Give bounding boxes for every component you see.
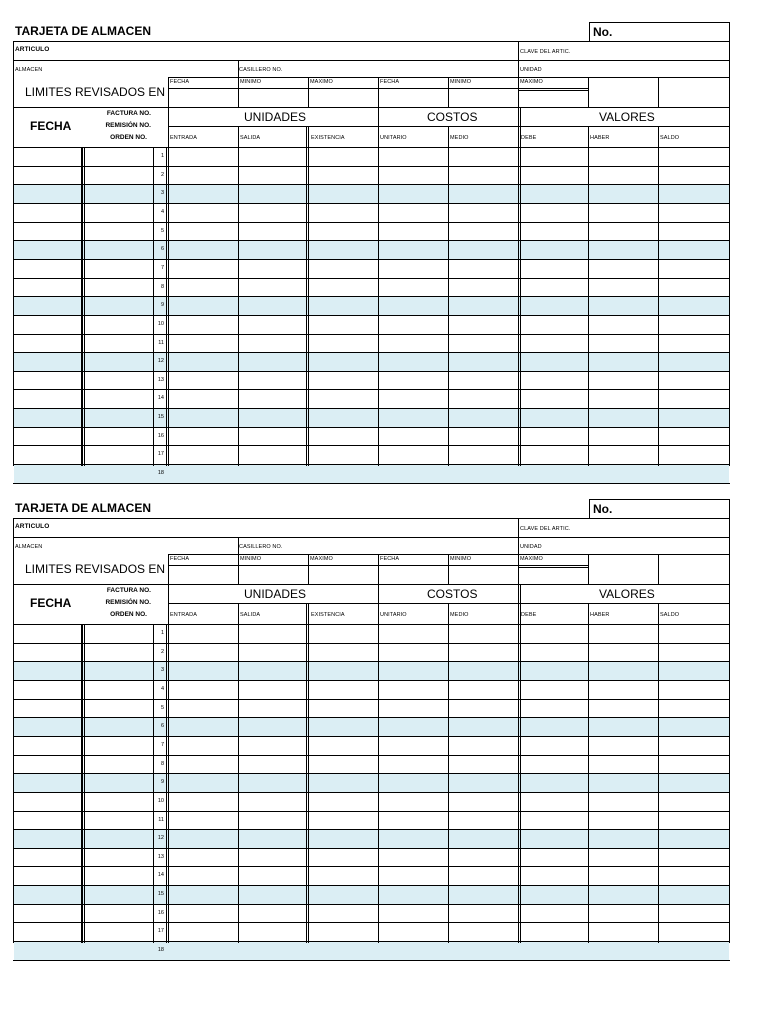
table-row-line xyxy=(13,464,730,465)
limites-col-minimo: MINIMO xyxy=(240,556,262,562)
col-existencia: EXISTENCIA xyxy=(311,135,345,141)
row-highlight xyxy=(14,773,729,792)
row-divider xyxy=(518,554,730,555)
table-row-line xyxy=(13,885,730,886)
col-existencia: EXISTENCIA xyxy=(311,612,345,618)
row-number: 16 xyxy=(157,909,164,916)
articulo-label: ARTICULO xyxy=(15,523,50,530)
limites-col-minimo-2: MINIMO xyxy=(450,79,472,85)
table-row-line xyxy=(13,792,730,793)
costos-header: COSTOS xyxy=(427,587,478,601)
table-row-line xyxy=(13,829,730,830)
casillero-label: CASILLERO NO. xyxy=(239,67,283,73)
col-divider xyxy=(238,77,239,107)
row-number: 12 xyxy=(157,358,164,365)
row-divider xyxy=(518,567,589,568)
col-divider xyxy=(168,554,169,584)
row-highlight xyxy=(14,352,729,371)
factura-header: FACTURA NO. xyxy=(106,110,151,117)
row-number: 5 xyxy=(160,704,164,711)
casillero-label: CASILLERO NO. xyxy=(239,544,283,550)
col-divider xyxy=(378,584,379,943)
table-row-line xyxy=(13,773,730,774)
row-number: 3 xyxy=(160,667,164,674)
col-divider xyxy=(238,126,239,466)
row-divider xyxy=(518,90,589,91)
row-number: 5 xyxy=(160,227,164,234)
table-row-line xyxy=(13,755,730,756)
row-number: 4 xyxy=(160,685,164,692)
row-highlight xyxy=(14,941,729,960)
col-divider xyxy=(588,554,589,584)
table-row-line xyxy=(13,717,730,718)
orden-header: ORDEN NO. xyxy=(110,611,147,618)
col-divider-double xyxy=(166,147,169,466)
col-saldo: SALDO xyxy=(660,135,680,141)
unidad-label: UNIDAD xyxy=(520,67,542,73)
orden-header: ORDEN NO. xyxy=(110,134,147,141)
col-divider-double xyxy=(306,603,309,943)
row-divider xyxy=(13,584,730,585)
row-number: 8 xyxy=(160,760,164,767)
row-number: 6 xyxy=(160,723,164,730)
row-number: 1 xyxy=(160,153,164,159)
col-divider xyxy=(448,554,449,584)
row-number: 17 xyxy=(157,451,164,458)
row-number: 9 xyxy=(160,302,164,309)
col-entrada: ENTRADA xyxy=(170,135,197,141)
row-highlight xyxy=(14,296,729,315)
limites-col-maximo: MAXIMO xyxy=(310,79,333,85)
clave-label: CLAVE DEL ARTIC. xyxy=(520,526,571,532)
table-row-line xyxy=(13,389,730,390)
col-divider xyxy=(238,554,239,584)
col-divider xyxy=(658,77,659,107)
row-highlight xyxy=(14,184,729,203)
table-row-line xyxy=(13,680,730,681)
remision-header: REMISIÓN NO. xyxy=(105,122,151,129)
col-haber: HABER xyxy=(590,612,610,618)
factura-header: FACTURA NO. xyxy=(106,587,151,594)
col-divider xyxy=(588,126,589,466)
table-row-line xyxy=(13,811,730,812)
row-number: 1 xyxy=(160,630,164,636)
col-divider xyxy=(448,77,449,107)
table-row-line xyxy=(13,408,730,409)
row-number: 15 xyxy=(157,891,164,898)
limites-label: LIMITES REVISADOS EN xyxy=(25,562,166,576)
col-divider xyxy=(658,126,659,466)
row-number: 11 xyxy=(158,339,164,346)
col-divider xyxy=(588,603,589,943)
col-divider xyxy=(168,77,169,107)
clave-label: CLAVE DEL ARTIC. xyxy=(520,49,571,55)
row-number: 10 xyxy=(157,320,164,327)
col-divider xyxy=(378,77,379,107)
col-divider-double xyxy=(518,584,521,943)
table-row-line xyxy=(13,166,730,167)
valores-header: VALORES xyxy=(599,587,655,601)
limites-col-maximo-2: MAXIMO xyxy=(520,79,543,85)
table-row-line xyxy=(13,203,730,204)
row-number: 13 xyxy=(157,853,164,860)
limites-col-maximo-2: MAXIMO xyxy=(520,556,543,562)
table-row-line xyxy=(13,371,730,372)
col-divider xyxy=(378,107,379,466)
limites-col-minimo-2: MINIMO xyxy=(450,556,472,562)
row-highlight xyxy=(14,464,729,483)
col-unitario: UNITARIO xyxy=(380,612,407,618)
col-entrada: ENTRADA xyxy=(170,612,197,618)
col-medio: MEDIO xyxy=(450,612,469,618)
col-divider xyxy=(308,554,309,584)
row-divider xyxy=(13,147,730,148)
col-divider xyxy=(238,60,239,77)
row-highlight xyxy=(14,829,729,848)
table-row-line xyxy=(13,699,730,700)
almacen-label: ALMACEN xyxy=(15,67,43,73)
col-haber: HABER xyxy=(590,135,610,141)
col-unitario: UNITARIO xyxy=(380,135,407,141)
fecha-header: FECHA xyxy=(30,119,72,133)
row-number: 4 xyxy=(160,208,164,215)
row-number: 17 xyxy=(157,928,164,935)
limites-col-maximo: MAXIMO xyxy=(310,556,333,562)
card-title: TARJETA DE ALMACEN xyxy=(15,501,151,515)
limites-col-fecha-2: FECHA xyxy=(380,79,400,85)
row-highlight xyxy=(14,717,729,736)
row-number: 2 xyxy=(160,648,164,655)
limites-col-fecha: FECHA xyxy=(170,79,190,85)
col-divider-double xyxy=(166,624,169,943)
row-divider xyxy=(13,107,730,108)
table-row-line xyxy=(13,334,730,335)
costos-header: COSTOS xyxy=(427,110,478,124)
limites-col-fecha: FECHA xyxy=(170,556,190,562)
row-number: 14 xyxy=(157,872,164,879)
row-number: 16 xyxy=(157,432,164,439)
row-number: 12 xyxy=(157,835,164,842)
col-saldo: SALDO xyxy=(660,612,680,618)
table-row-line xyxy=(13,941,730,942)
table-row-line xyxy=(13,922,730,923)
table-row-line xyxy=(13,296,730,297)
col-divider xyxy=(308,77,309,107)
row-number: 14 xyxy=(157,395,164,402)
col-divider xyxy=(378,554,379,584)
row-number: 18 xyxy=(157,470,164,477)
col-divider xyxy=(448,126,449,466)
fecha-header: FECHA xyxy=(30,596,72,610)
col-salida: SALIDA xyxy=(240,135,261,141)
row-divider xyxy=(518,77,730,78)
row-number: 8 xyxy=(160,283,164,290)
table-row-line xyxy=(13,643,730,644)
table-row-line xyxy=(13,184,730,185)
table-row-line xyxy=(13,866,730,867)
card-number-field[interactable]: No. xyxy=(589,499,730,518)
row-number: 3 xyxy=(160,190,164,197)
row-number: 6 xyxy=(160,246,164,253)
card-title: TARJETA DE ALMACEN xyxy=(15,24,151,38)
row-number: 9 xyxy=(160,779,164,786)
row-divider xyxy=(168,126,730,127)
col-divider-double xyxy=(82,147,85,466)
table-row-line xyxy=(13,240,730,241)
row-number: 10 xyxy=(157,797,164,804)
table-row-line xyxy=(13,483,730,484)
col-divider-double xyxy=(82,624,85,943)
table-row-line xyxy=(13,661,730,662)
limites-col-minimo: MINIMO xyxy=(240,79,262,85)
limites-col-fecha-2: FECHA xyxy=(380,556,400,562)
row-divider xyxy=(13,60,730,61)
table-row-line xyxy=(13,445,730,446)
row-highlight xyxy=(14,885,729,904)
row-number: 18 xyxy=(157,947,164,954)
row-number: 15 xyxy=(157,414,164,421)
table-row-line xyxy=(13,259,730,260)
valores-header: VALORES xyxy=(599,110,655,124)
row-number: 2 xyxy=(160,171,164,178)
col-divider xyxy=(518,77,519,107)
col-medio: MEDIO xyxy=(450,135,469,141)
row-divider xyxy=(168,603,730,604)
col-divider-double xyxy=(306,126,309,466)
table-row-line xyxy=(13,315,730,316)
table-row-line xyxy=(13,904,730,905)
unidad-label: UNIDAD xyxy=(520,544,542,550)
table-row-line xyxy=(13,278,730,279)
row-highlight xyxy=(14,408,729,427)
remision-header: REMISIÓN NO. xyxy=(105,599,151,606)
col-divider xyxy=(658,603,659,943)
table-row-line xyxy=(13,352,730,353)
col-divider xyxy=(658,554,659,584)
table-row-line xyxy=(13,222,730,223)
almacen-label: ALMACEN xyxy=(15,544,43,550)
col-divider xyxy=(588,77,589,107)
col-divider xyxy=(238,537,239,554)
row-divider xyxy=(13,537,730,538)
unidades-header: UNIDADES xyxy=(244,110,307,124)
table-row-line xyxy=(13,960,730,961)
unidades-header: UNIDADES xyxy=(244,587,307,601)
articulo-label: ARTICULO xyxy=(15,46,50,53)
row-number: 7 xyxy=(160,264,164,271)
row-number: 7 xyxy=(160,741,164,748)
row-highlight xyxy=(14,661,729,680)
col-debe: DEBE xyxy=(521,135,537,141)
row-highlight xyxy=(14,240,729,259)
row-divider xyxy=(13,624,730,625)
table-row-line xyxy=(13,427,730,428)
card-number-field[interactable]: No. xyxy=(589,22,730,41)
col-salida: SALIDA xyxy=(240,612,261,618)
table-row-line xyxy=(13,736,730,737)
limites-label: LIMITES REVISADOS EN xyxy=(25,85,166,99)
col-divider xyxy=(448,603,449,943)
col-divider xyxy=(238,603,239,943)
row-number: 13 xyxy=(157,376,164,383)
table-row-line xyxy=(13,848,730,849)
col-divider xyxy=(518,554,519,584)
col-debe: DEBE xyxy=(521,612,537,618)
row-number: 11 xyxy=(158,816,164,823)
col-divider-double xyxy=(518,107,521,466)
